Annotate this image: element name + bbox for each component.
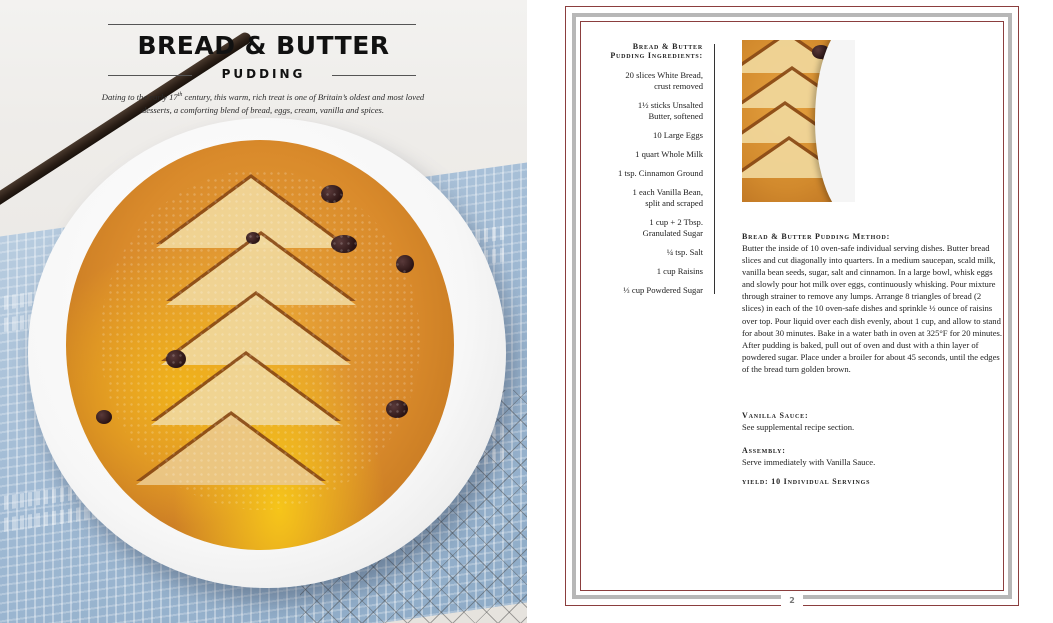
assembly-text: Serve immediately with Vanilla Sauce.: [742, 457, 876, 467]
ingredient-item: 1 quart Whole Milk: [635, 149, 703, 159]
ingredient-item: ⅓ cup Powdered Sugar: [623, 285, 703, 295]
assembly-heading: Assembly:: [742, 446, 786, 455]
ingredient-item: 1½ sticks Unsalted Butter, softened: [637, 100, 703, 121]
method-text: Butter the inside of 10 oven-safe individual serving dishes. Butter bread slices and cut diagonally into quarters. In a medium saucepan, scald milk, vanilla bean seeds, sugar, salt and cinnamon. In a large bowl, whisk eggs and slowly pour hot milk over eggs, continuously whisking. Pour mixture through strainer to remove any lumps. Arrange 8 triangles of bread (2 slices) in each of the 10 oven-safe dishes and sprinkle ½ ounce of raisins over top. Pour liquid over each dish evenly, about 1 cup, and allow to stand for about 30 minutes. Bake in a water bath in oven at 325°F for 20 minutes. After pudding is baked, pull out of oven and dust with a thin layer of powdered sugar. Place under a broiler for about 45 seconds, until the edges of the bread turn golden brown.: [742, 243, 1003, 374]
recipe-intro: Dating to the early 17th century, this warm, rich treat is one of Britain’s oldest and most loved desserts, a comforting blend of bread, eggs, cream, vanilla and spices.: [101, 92, 425, 115]
subtitle-rule-right: [332, 75, 416, 76]
ingredients-divider: [714, 44, 715, 294]
ingredients-heading: Bread & Butter Pudding Ingredients:: [610, 42, 703, 60]
ingredient-item: 1 cup + 2 Tbsp. Granulated Sugar: [642, 217, 703, 238]
vanilla-sauce-heading: Vanilla Sauce:: [742, 411, 809, 420]
ingredient-item: ¼ tsp. Salt: [666, 247, 703, 257]
left-page-header: [0, 0, 527, 120]
right-page: [527, 0, 1053, 623]
page-number: 2: [781, 593, 803, 609]
powdered-sugar-texture: [100, 170, 420, 510]
ingredient-item: 1 tsp. Cinnamon Ground: [618, 168, 703, 178]
ingredient-item: 1 cup Raisins: [656, 266, 703, 276]
ingredients-list: [593, 70, 703, 304]
recipe-subtitle: PUDDING: [221, 67, 306, 81]
recipe-title: BREAD & BUTTER: [137, 31, 390, 60]
yield-text: yield: 10 Individual Servings: [742, 477, 871, 486]
ingredient-item: 10 Large Eggs: [653, 130, 703, 140]
vanilla-sauce-text: See supplemental recipe section.: [742, 422, 855, 432]
pudding-closeup-image: [742, 40, 855, 202]
method-heading: Bread & Butter Pudding Method:: [742, 232, 891, 241]
title-rule-top: [108, 24, 416, 25]
ingredient-item: 20 slices White Bread, crust removed: [625, 70, 703, 91]
ingredient-item: 1 each Vanilla Bean, split and scraped: [632, 187, 703, 208]
